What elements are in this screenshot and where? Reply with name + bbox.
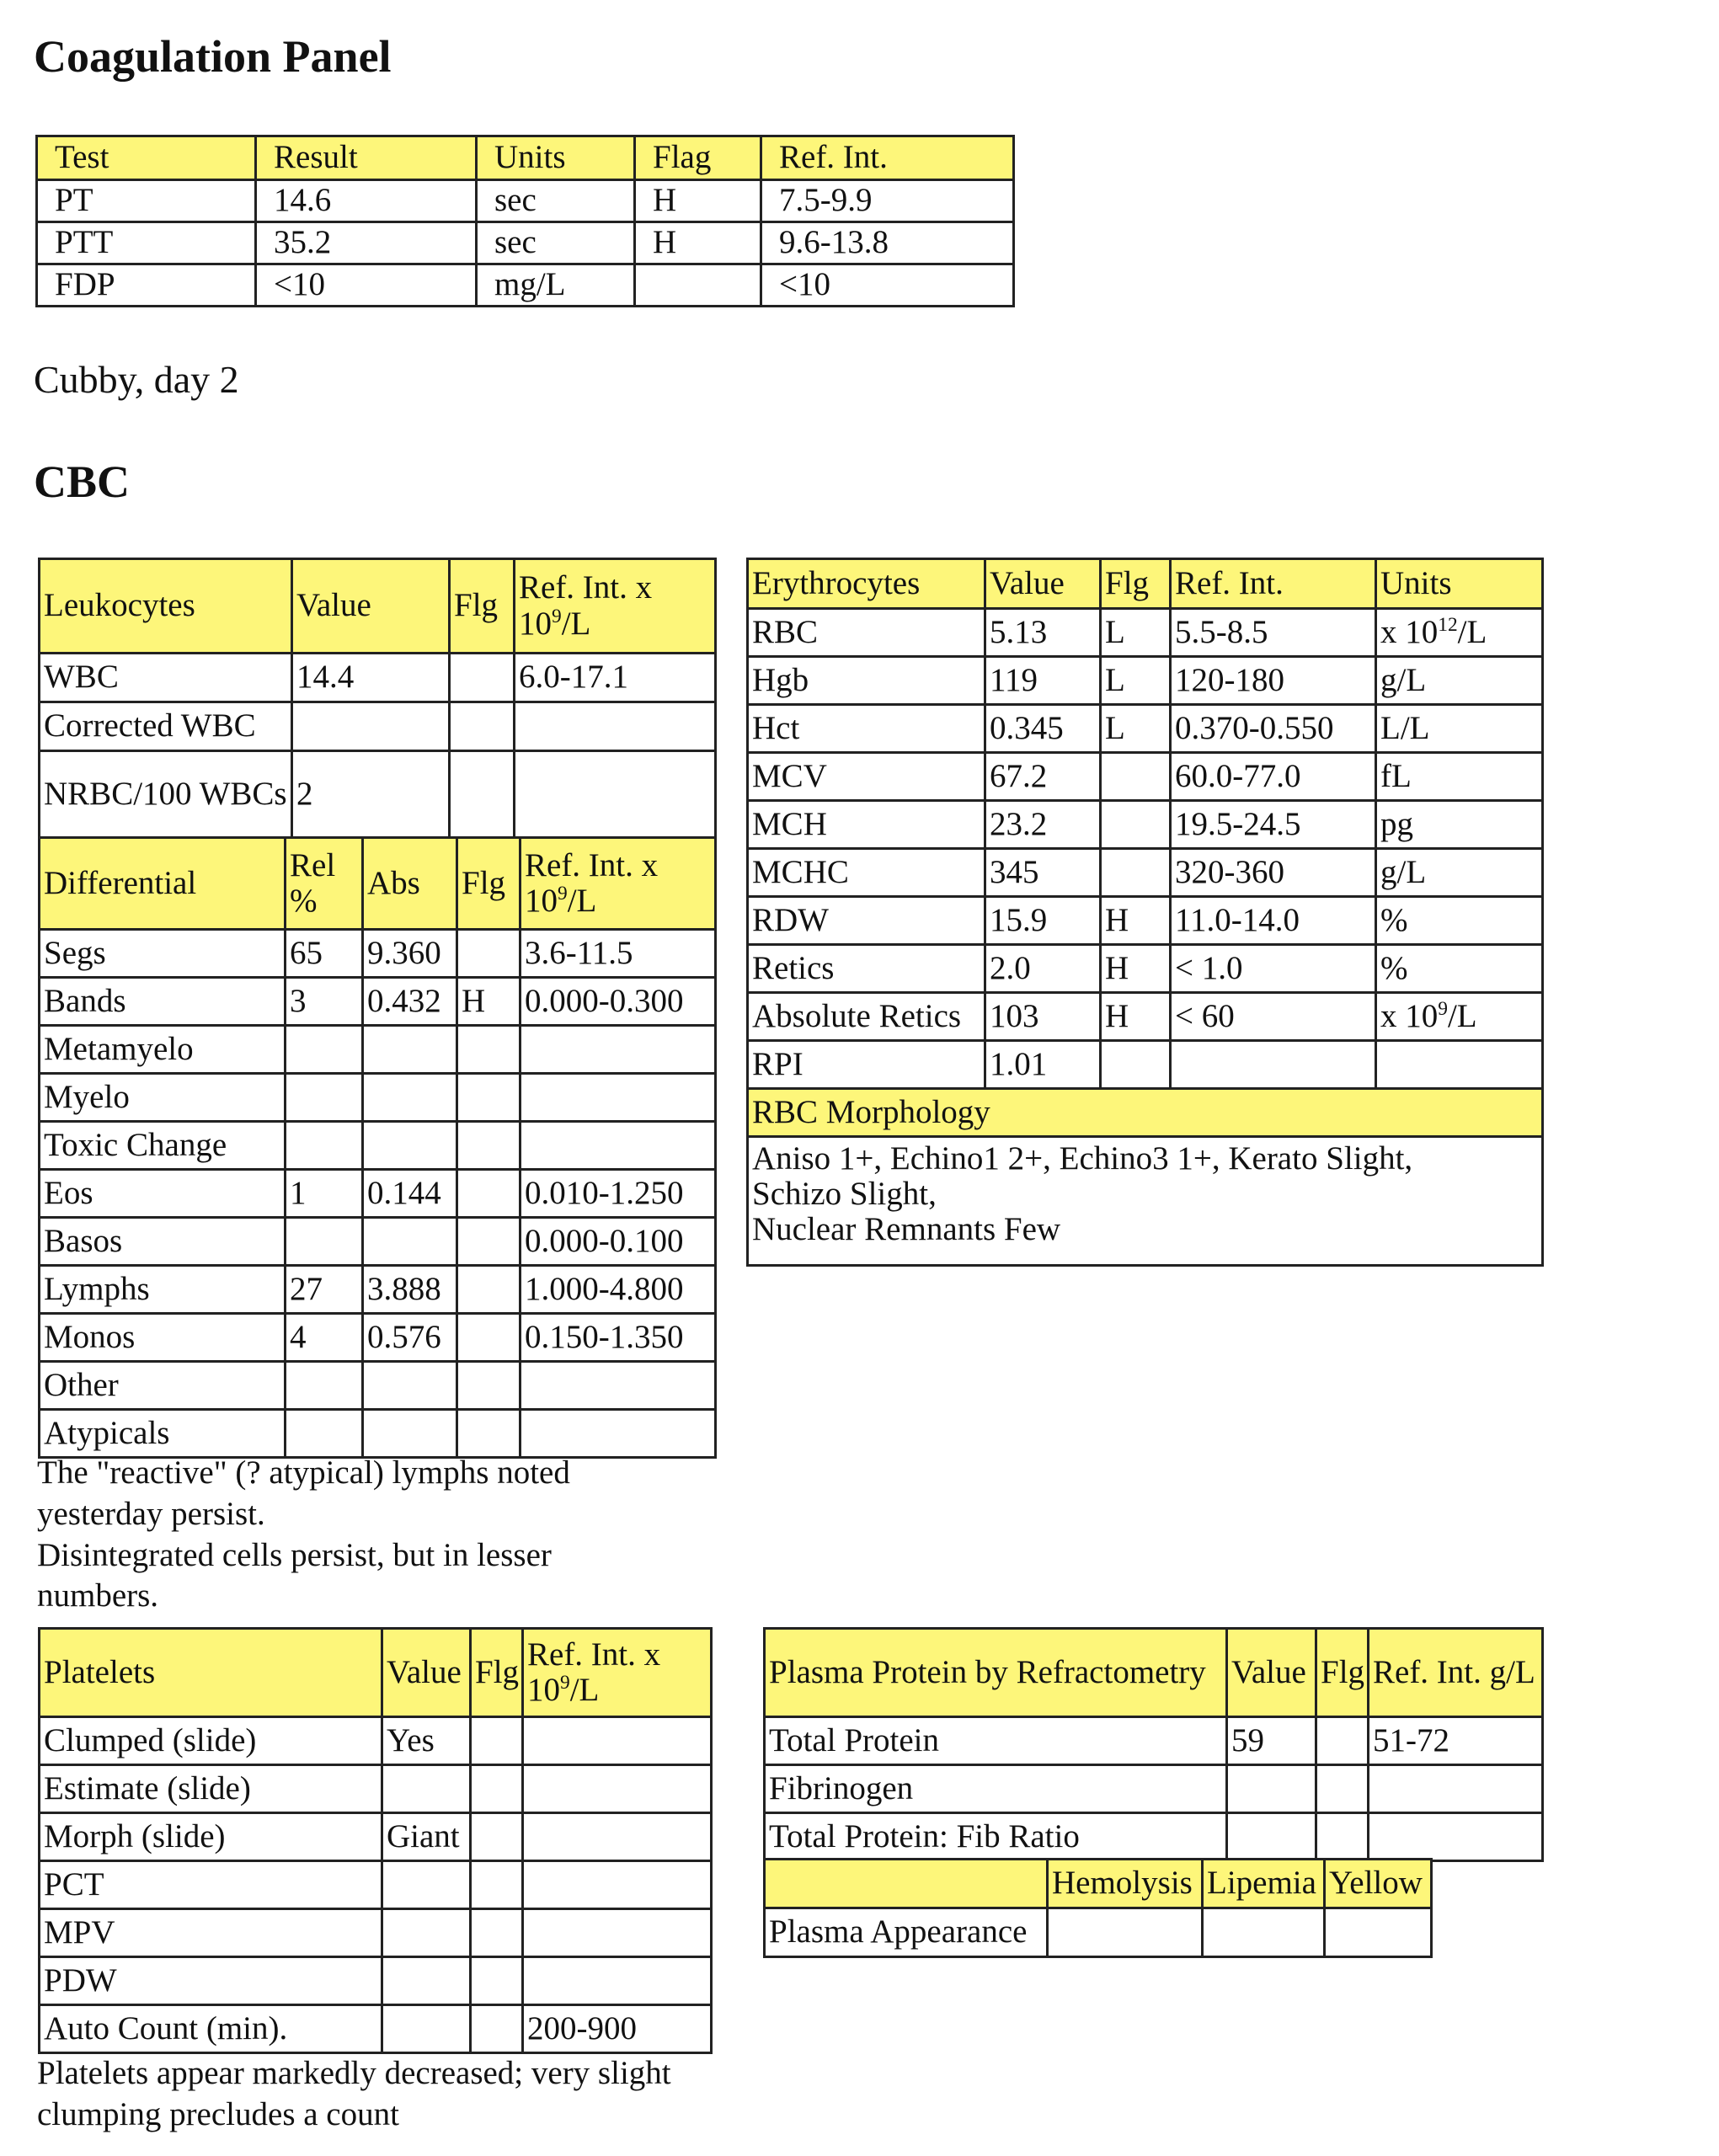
leuko-cell	[450, 702, 515, 751]
eryth-cell: MCH	[748, 801, 985, 849]
diff-cell: 27	[286, 1266, 363, 1314]
plasma-protein-table	[763, 1627, 1544, 1862]
differential-table	[38, 836, 717, 1459]
diff-cell: Atypicals	[40, 1410, 286, 1458]
diff-cell	[457, 1122, 521, 1170]
plt-cell: Morph (slide)	[40, 1813, 382, 1861]
plasma-cell: Total Protein: Fib Ratio	[765, 1813, 1227, 1861]
table-row	[40, 654, 716, 702]
diff-cell: 9.360	[363, 930, 457, 978]
subtitle: Cubby, day 2	[34, 358, 239, 401]
table-row	[37, 264, 1014, 307]
table-row	[40, 702, 716, 751]
diff-cell	[286, 1410, 363, 1458]
eryth-cell: 0.345	[985, 705, 1101, 753]
leuko-cell	[450, 654, 515, 702]
diff-cell	[457, 1314, 521, 1362]
diff-header: Abs	[363, 838, 457, 930]
eryth-cell: 2.0	[985, 945, 1101, 993]
appearance-cell	[1048, 1908, 1203, 1957]
plasma-cell	[1316, 1765, 1369, 1813]
diff-cell: 0.000-0.100	[521, 1218, 716, 1266]
eryth-cell	[1101, 1041, 1171, 1089]
plt-header: Platelets	[40, 1629, 382, 1717]
plt-cell	[471, 2005, 523, 2053]
appearance-header: Yellow	[1325, 1860, 1432, 1908]
appearance-cell	[1203, 1908, 1325, 1957]
leuko-header: Leukocytes	[40, 559, 292, 654]
table-row	[765, 1908, 1432, 1957]
table-row	[765, 1717, 1543, 1765]
eryth-cell: 67.2	[985, 753, 1101, 801]
leuko-cell: NRBC/100 WBCs	[40, 751, 292, 839]
table-row	[40, 1410, 716, 1458]
table-row	[748, 849, 1543, 897]
coag-cell: <10	[256, 264, 477, 307]
diff-note: Disintegrated cells persist, but in lesser numbers.	[37, 1536, 552, 1614]
eryth-cell: 103	[985, 993, 1101, 1041]
table-row	[40, 930, 716, 978]
diff-cell	[363, 1026, 457, 1074]
diff-cell: H	[457, 978, 521, 1026]
diff-cell: Metamyelo	[40, 1026, 286, 1074]
coag-cell: H	[635, 180, 761, 222]
plasma-cell	[1316, 1813, 1369, 1861]
plasma-cell: 51-72	[1369, 1717, 1543, 1765]
coag-cell: 14.6	[256, 180, 477, 222]
eryth-cell: L	[1101, 705, 1171, 753]
diff-cell: Toxic Change	[40, 1122, 286, 1170]
leuko-cell: 14.4	[292, 654, 450, 702]
eryth-units-cell: %	[1376, 897, 1543, 945]
leuko-header-refint: Ref. Int. x $10^9/L$	[515, 559, 716, 654]
eryth-cell: RPI	[748, 1041, 985, 1089]
table-row	[765, 1765, 1543, 1813]
leuko-cell	[515, 751, 716, 839]
diff-cell: Other	[40, 1362, 286, 1410]
eryth-header: Units	[1376, 559, 1543, 609]
table-row	[40, 978, 716, 1026]
table-row	[40, 1362, 716, 1410]
eryth-units-cell: fL	[1376, 753, 1543, 801]
eryth-cell: < 1.0	[1171, 945, 1376, 993]
leuko-cell	[515, 702, 716, 751]
diff-cell	[363, 1410, 457, 1458]
plt-cell: MPV	[40, 1909, 382, 1957]
table-row	[37, 180, 1014, 222]
eryth-cell: RBC	[748, 609, 985, 657]
leuko-cell: 6.0-17.1	[515, 654, 716, 702]
table-row	[765, 1813, 1543, 1861]
morph-line: Schizo Slight,	[752, 1176, 937, 1213]
plt-cell	[382, 2005, 471, 2053]
diff-cell: 0.000-0.300	[521, 978, 716, 1026]
plt-cell	[471, 1957, 523, 2005]
diff-cell: 0.144	[363, 1170, 457, 1218]
coag-cell: <10	[761, 264, 1014, 307]
plt-cell: 200-900	[523, 2005, 712, 2053]
rbc-morphology-text	[748, 1137, 1543, 1266]
table-row	[40, 1266, 716, 1314]
table-row	[40, 1314, 716, 1362]
coag-title: Coagulation Panel	[34, 31, 392, 82]
eryth-cell: 15.9	[985, 897, 1101, 945]
platelets-table	[38, 1627, 713, 2054]
plasma-cell: Total Protein	[765, 1717, 1227, 1765]
eryth-header: Ref. Int.	[1171, 559, 1376, 609]
plt-header: Flg	[471, 1629, 523, 1717]
cbc-title: CBC	[34, 456, 131, 507]
table-row	[40, 1170, 716, 1218]
plt-cell: Giant	[382, 1813, 471, 1861]
eryth-cell: H	[1101, 897, 1171, 945]
plt-cell: PDW	[40, 1957, 382, 2005]
diff-cell	[457, 1266, 521, 1314]
table-row	[40, 1074, 716, 1122]
plt-cell	[471, 1813, 523, 1861]
plasma-cell: 59	[1227, 1717, 1316, 1765]
table-row	[748, 945, 1543, 993]
plasma-header: Ref. Int. g/L	[1369, 1629, 1543, 1717]
eryth-cell: MCHC	[748, 849, 985, 897]
table-row	[748, 657, 1543, 705]
diff-cell: 0.010-1.250	[521, 1170, 716, 1218]
platelets-note: Platelets appear markedly decreased; very slight clumping precludes a count	[37, 2055, 671, 2132]
diff-cell: 3.888	[363, 1266, 457, 1314]
coag-cell: sec	[477, 180, 635, 222]
eryth-cell	[1101, 849, 1171, 897]
table-row	[748, 801, 1543, 849]
appearance-header: Hemolysis	[1048, 1860, 1203, 1908]
coag-header: Result	[256, 136, 477, 180]
table-row	[748, 705, 1543, 753]
eryth-cell: 23.2	[985, 801, 1101, 849]
table-row	[40, 1957, 712, 2005]
coag-cell	[635, 264, 761, 307]
coag-header: Test	[37, 136, 256, 180]
plt-cell: PCT	[40, 1861, 382, 1909]
eryth-header: Value	[985, 559, 1101, 609]
coag-cell: sec	[477, 222, 635, 264]
plt-cell	[471, 1765, 523, 1813]
eryth-cell: 119	[985, 657, 1101, 705]
leuko-cell: Corrected WBC	[40, 702, 292, 751]
coag-header: Flag	[635, 136, 761, 180]
diff-cell: Segs	[40, 930, 286, 978]
eryth-cell: 320-360	[1171, 849, 1376, 897]
table-row	[748, 753, 1543, 801]
appearance-header: Lipemia	[1203, 1860, 1325, 1908]
coag-table	[35, 135, 1015, 307]
leuko-header: Value	[292, 559, 450, 654]
diff-cell	[521, 1074, 716, 1122]
diff-cell	[457, 1362, 521, 1410]
coag-cell: 35.2	[256, 222, 477, 264]
eryth-cell: 60.0-77.0	[1171, 753, 1376, 801]
plt-cell	[382, 1957, 471, 2005]
plt-cell	[523, 1717, 712, 1765]
plt-cell	[471, 1861, 523, 1909]
eryth-cell: MCV	[748, 753, 985, 801]
diff-cell	[286, 1218, 363, 1266]
diff-cell	[521, 1122, 716, 1170]
eryth-cell: H	[1101, 993, 1171, 1041]
eryth-cell: 5.13	[985, 609, 1101, 657]
table-row	[40, 1218, 716, 1266]
table-row	[40, 751, 716, 839]
coag-cell: H	[635, 222, 761, 264]
eryth-cell: Hct	[748, 705, 985, 753]
diff-cell	[457, 1074, 521, 1122]
coag-cell: PTT	[37, 222, 256, 264]
table-row	[40, 1813, 712, 1861]
leuko-cell: 2	[292, 751, 450, 839]
diff-cell	[363, 1074, 457, 1122]
coag-header: Ref. Int.	[761, 136, 1014, 180]
eryth-header: Flg	[1101, 559, 1171, 609]
eryth-units-cell: x $10^9/L$	[1376, 993, 1543, 1041]
plasma-cell	[1227, 1765, 1316, 1813]
eryth-cell: 19.5-24.5	[1171, 801, 1376, 849]
table-row	[37, 222, 1014, 264]
leukocytes-table	[38, 558, 717, 840]
diff-cell: 4	[286, 1314, 363, 1362]
diff-cell	[286, 1362, 363, 1410]
plt-cell: Clumped (slide)	[40, 1717, 382, 1765]
coag-cell: FDP	[37, 264, 256, 307]
diff-cell: 3.6-11.5	[521, 930, 716, 978]
diff-cell	[363, 1218, 457, 1266]
diff-cell	[363, 1362, 457, 1410]
eryth-cell: Absolute Retics	[748, 993, 985, 1041]
plasma-cell	[1369, 1765, 1543, 1813]
plasma-cell	[1316, 1717, 1369, 1765]
plasma-header: Value	[1227, 1629, 1316, 1717]
diff-cell	[457, 1170, 521, 1218]
eryth-cell: 120-180	[1171, 657, 1376, 705]
table-row	[748, 609, 1543, 657]
diff-cell	[457, 1410, 521, 1458]
eryth-cell: 0.370-0.550	[1171, 705, 1376, 753]
eryth-cell: 1.01	[985, 1041, 1101, 1089]
coag-cell: PT	[37, 180, 256, 222]
plt-header: Value	[382, 1629, 471, 1717]
diff-cell	[457, 930, 521, 978]
plt-cell	[523, 1957, 712, 2005]
appearance-header	[765, 1860, 1048, 1908]
plt-cell	[523, 1909, 712, 1957]
diff-cell: 1	[286, 1170, 363, 1218]
diff-cell	[457, 1026, 521, 1074]
eryth-cell: Hgb	[748, 657, 985, 705]
leuko-cell	[450, 751, 515, 839]
plt-cell	[382, 1861, 471, 1909]
differential-notes	[37, 1453, 677, 1617]
table-row	[748, 1041, 1543, 1089]
eryth-cell: L	[1101, 609, 1171, 657]
eryth-units-cell: L/L	[1376, 705, 1543, 753]
rbc-morphology-header: RBC Morphology	[748, 1089, 1543, 1137]
diff-cell: Bands	[40, 978, 286, 1026]
diff-cell	[363, 1122, 457, 1170]
diff-cell: Basos	[40, 1218, 286, 1266]
diff-cell: Lymphs	[40, 1266, 286, 1314]
diff-header-refint: Ref. Int. x $10^9/L$	[521, 838, 716, 930]
diff-cell	[521, 1410, 716, 1458]
table-row	[748, 993, 1543, 1041]
table-row	[40, 1026, 716, 1074]
plt-cell	[471, 1717, 523, 1765]
eryth-cell	[1101, 801, 1171, 849]
leuko-header: Flg	[450, 559, 515, 654]
diff-cell	[521, 1362, 716, 1410]
table-row	[748, 897, 1543, 945]
coag-cell: 9.6-13.8	[761, 222, 1014, 264]
leuko-cell	[292, 702, 450, 751]
morph-line: Nuclear Remnants Few	[752, 1211, 1061, 1248]
diff-cell: Monos	[40, 1314, 286, 1362]
eryth-cell: RDW	[748, 897, 985, 945]
plt-cell: Estimate (slide)	[40, 1765, 382, 1813]
diff-header: Flg	[457, 838, 521, 930]
diff-cell: 3	[286, 978, 363, 1026]
table-row	[40, 1122, 716, 1170]
plt-cell	[382, 1909, 471, 1957]
plasma-header: Plasma Protein by Refractometry	[765, 1629, 1227, 1717]
plt-header-refint: Ref. Int. x $10^9/L$	[523, 1629, 712, 1717]
diff-cell: 0.432	[363, 978, 457, 1026]
table-row	[40, 1909, 712, 1957]
plasma-appearance-table	[763, 1858, 1433, 1958]
table-row	[40, 2005, 712, 2053]
coag-cell: 7.5-9.9	[761, 180, 1014, 222]
diff-cell: Myelo	[40, 1074, 286, 1122]
diff-cell: 1.000-4.800	[521, 1266, 716, 1314]
eryth-units-cell: pg	[1376, 801, 1543, 849]
eryth-cell: 11.0-14.0	[1171, 897, 1376, 945]
eryth-cell	[1101, 753, 1171, 801]
coag-cell: mg/L	[477, 264, 635, 307]
eryth-units-cell: g/L	[1376, 849, 1543, 897]
diff-cell	[286, 1122, 363, 1170]
diff-cell: 0.150-1.350	[521, 1314, 716, 1362]
eryth-cell: < 60	[1171, 993, 1376, 1041]
plt-cell	[523, 1813, 712, 1861]
plasma-cell	[1227, 1813, 1316, 1861]
diff-cell	[521, 1026, 716, 1074]
eryth-cell: 5.5-8.5	[1171, 609, 1376, 657]
eryth-units-cell	[1376, 1041, 1543, 1089]
plasma-header: Flg	[1316, 1629, 1369, 1717]
diff-cell	[286, 1026, 363, 1074]
plasma-cell: Fibrinogen	[765, 1765, 1227, 1813]
appearance-cell	[1325, 1908, 1432, 1957]
plt-cell	[471, 1909, 523, 1957]
plt-cell: Auto Count (min).	[40, 2005, 382, 2053]
eryth-units-cell: %	[1376, 945, 1543, 993]
diff-header: Rel %	[286, 838, 363, 930]
plt-cell	[523, 1765, 712, 1813]
diff-cell: 65	[286, 930, 363, 978]
diff-note: The "reactive" (? atypical) lymphs noted yesterday persist.	[37, 1454, 570, 1532]
plt-cell	[382, 1765, 471, 1813]
plt-cell: Yes	[382, 1717, 471, 1765]
morph-line: Aniso 1+, Echino1 2+, Echino3 1+, Kerato Slight,	[752, 1140, 1413, 1177]
appearance-cell: Plasma Appearance	[765, 1908, 1048, 1957]
eryth-units-cell: g/L	[1376, 657, 1543, 705]
diff-cell	[286, 1074, 363, 1122]
diff-header: Differential	[40, 838, 286, 930]
diff-cell	[457, 1218, 521, 1266]
eryth-cell	[1171, 1041, 1376, 1089]
rbc-morphology-row	[748, 1137, 1543, 1266]
eryth-cell: L	[1101, 657, 1171, 705]
plt-cell	[523, 1861, 712, 1909]
eryth-cell: 345	[985, 849, 1101, 897]
eryth-cell: H	[1101, 945, 1171, 993]
plasma-cell	[1369, 1813, 1543, 1861]
table-row	[40, 1861, 712, 1909]
leuko-cell: WBC	[40, 654, 292, 702]
coag-header: Units	[477, 136, 635, 180]
table-row	[40, 1765, 712, 1813]
erythrocytes-table	[746, 558, 1544, 1267]
eryth-cell: Retics	[748, 945, 985, 993]
diff-cell: Eos	[40, 1170, 286, 1218]
diff-cell: 0.576	[363, 1314, 457, 1362]
eryth-units-cell: x $10^{12}/L$	[1376, 609, 1543, 657]
table-row	[40, 1717, 712, 1765]
eryth-header: Erythrocytes	[748, 559, 985, 609]
